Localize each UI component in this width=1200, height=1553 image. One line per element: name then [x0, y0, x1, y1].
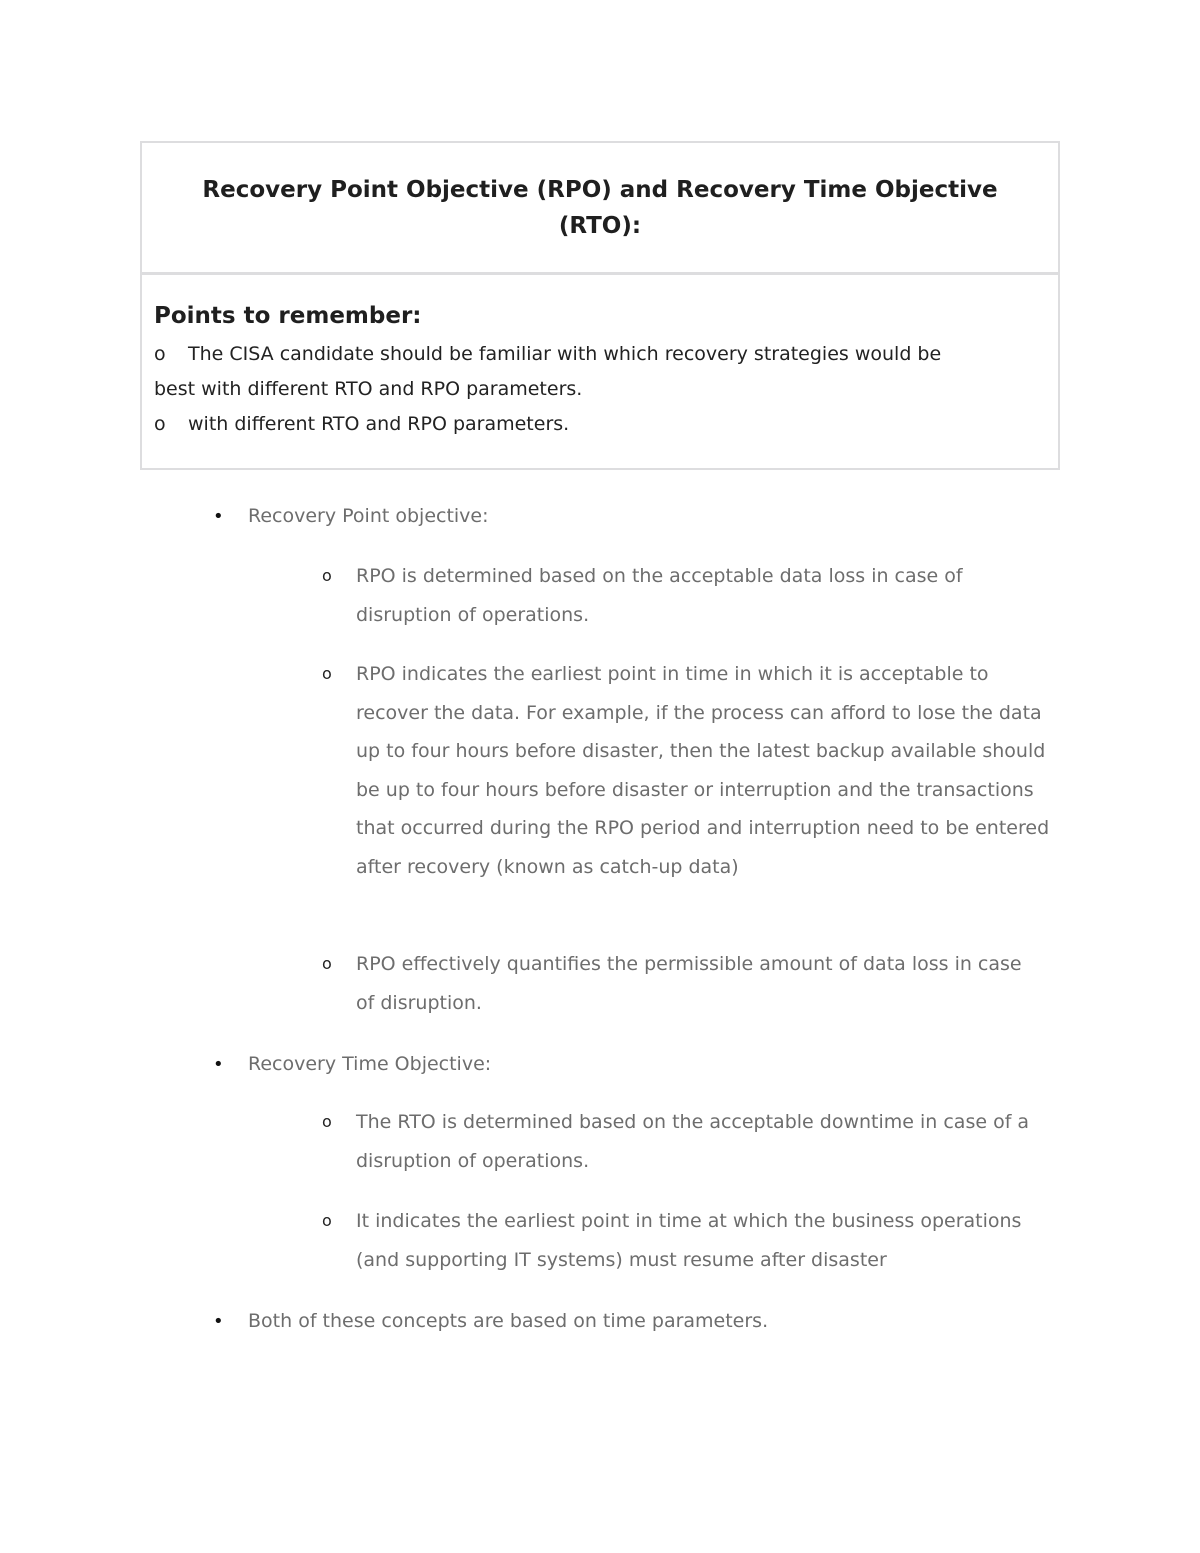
box-line-1: o The CISA candidate should be familiar with which recovery strategies would be — [154, 337, 1045, 372]
sub-bullet-icon: o — [322, 664, 332, 683]
sub-item: o It indicates the earliest point in time at which the business operations (and supporting IT systems) must resume after disaster — [322, 1202, 1062, 1279]
bullet-marker: o — [154, 413, 166, 435]
bullet-icon: • — [213, 1054, 224, 1075]
points-box — [140, 141, 1060, 470]
sub-item: o The RTO is determined based on the acceptable downtime in case of a disruption of operations. — [322, 1103, 1062, 1180]
box-line-2: best with different RTO and RPO parameters. — [154, 378, 583, 400]
bullet-icon: • — [213, 1311, 224, 1332]
bullet-marker: o — [154, 343, 166, 365]
sub-item: o RPO is determined based on the acceptable data loss in case of disruption of operations. — [322, 557, 1062, 634]
points-body — [142, 275, 1058, 468]
list-item-rpo: • Recovery Point objective: — [213, 497, 489, 536]
sub-bullet-icon: o — [322, 954, 332, 973]
list-item-rto: • Recovery Time Objective: — [213, 1045, 491, 1084]
sub-bullet-icon: o — [322, 1112, 332, 1131]
box-line-3: o with different RTO and RPO parameters. — [154, 407, 1045, 442]
bullet-icon: • — [213, 506, 224, 527]
list-item-both: • Both of these concepts are based on time parameters. — [213, 1302, 768, 1341]
sub-item: o RPO effectively quantifies the permissible amount of data loss in case of disruption. — [322, 945, 1062, 1022]
sub-item: o RPO indicates the earliest point in time in which it is acceptable to recover the data. For example, if the process can afford to lose the data up to four hours before disaster, then the latest backup available should be up to four hours before disaster or interruption and the transactions that occurred during the RPO period and interruption need to be entered after recovery (known as catch-up data) — [322, 655, 1062, 886]
sub-bullet-icon: o — [322, 566, 332, 585]
points-heading: Points to remember: — [154, 303, 422, 329]
page-title: Recovery Point Objective (RPO) and Recovery Time Objective (RTO): — [142, 143, 1058, 275]
sub-bullet-icon: o — [322, 1211, 332, 1230]
